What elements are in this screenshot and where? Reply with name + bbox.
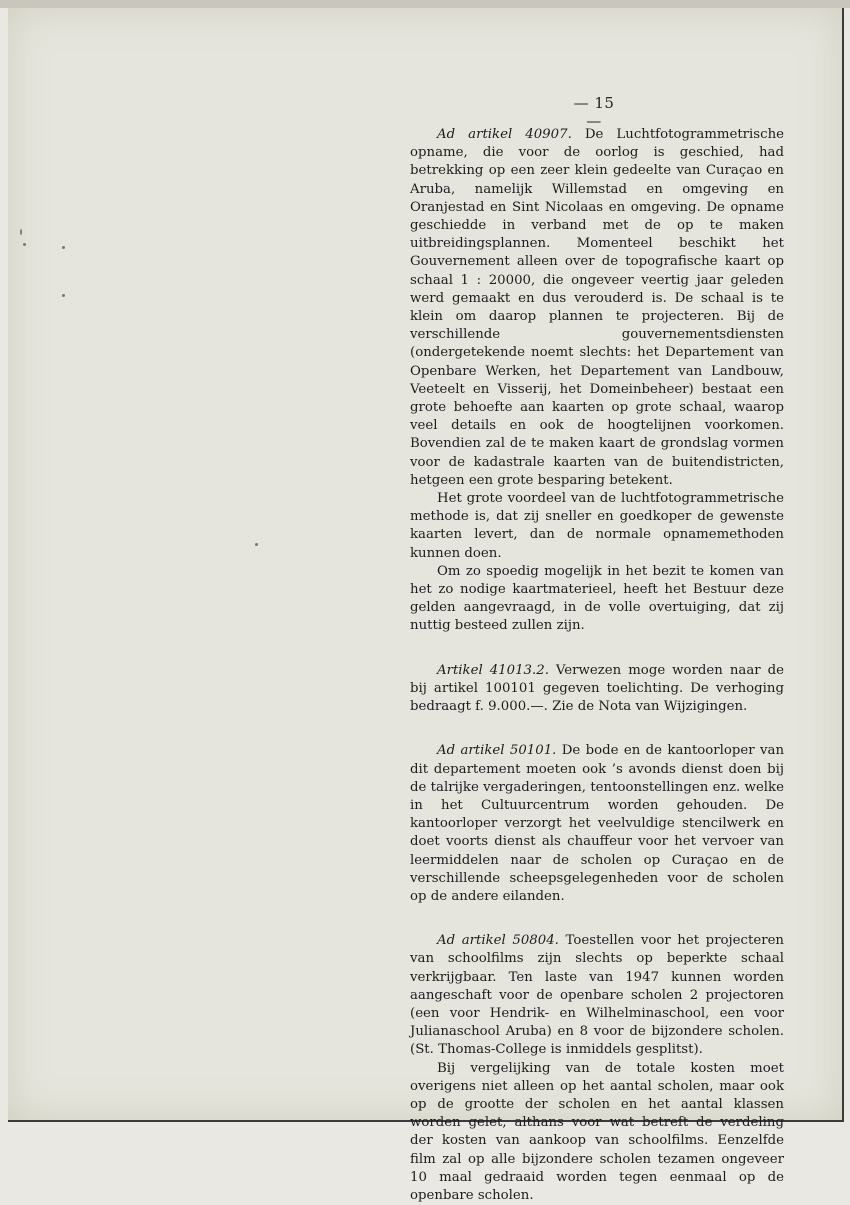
scan-top-edge: [0, 0, 850, 8]
section-40907-paragraph: Om zo spoedig mogelijk in het bezit te komen van het zo nodige kaartmaterieel, heeft het Bestuur deze gelden aangevraagd, in de volle overtuiging, dat zij nuttig besteed zullen zijn.: [410, 563, 784, 634]
article-reference: Ad artikel 50804.: [437, 933, 559, 949]
scan-speck: [62, 294, 65, 297]
page-number: — 15 —: [573, 94, 615, 130]
body-text: [410, 126, 784, 1205]
section-spacer: [410, 636, 784, 662]
section-50101-paragraph: [410, 742, 784, 906]
paragraph-text: De bode en de kantoorloper van dit departement moeten ook ’s avonds dienst doen bij de talrijke vergaderingen, tentoonstellingen enz. welke in het Cultuurcentrum worden gehouden. De kantoorloper verzorgt het veelvuldige stencilwerk en doet voorts dienst als chauffeur voor het vervoer van leermiddelen naar de scholen op Curaçao en de verschillende scheepsgelegenheden voor de scholen op de andere eilanden.: [410, 743, 785, 904]
article-reference: Ad artikel 40907.: [437, 127, 572, 142]
scan-speck: [255, 543, 258, 546]
paragraph-text: De Luchtfotogrammetrische opname, die voor de oorlog is geschied, had betrekking op een zeer klein gedeelte van Curaçao en Aruba, namelijk Willemstad en omgeving en Oranjestad en Sint Nicolaas en omgeving. De opname geschiedde in verband met de op te maken uitbreidingsplannen. Momenteel beschikt het Gouvernement alleen over de topografische kaart op schaal 1 : 20000, die ongeveer veertig jaar geleden werd gemaakt en dus verouderd is. De schaal is te klein om daarop plannen te projecteren. Bij de verschillende gouvernementsdiensten (ondergetekende noemt slechts: het Departement van Openbare Werken, het Departement van Landbouw, Veeteelt en Visserij, het Domeinbeheer) bestaat een grote behoefte aan kaarten op grote schaal, waarop veel details en ook de hoogtelijnen voorkomen. Bovendien zal de te maken kaart de grondslag vormen voor de kadastrale kaarten van de buitendistricten, hetgeen een grote besparing betekent.: [410, 127, 784, 488]
paragraph-text: Verwezen moge worden naar de bij artikel 100101 gegeven toelichting. De verhoging bedraagt f. 9.000.—. Zie de Nota van Wijzigingen.: [410, 662, 784, 715]
scan-speck: [23, 243, 26, 246]
section-50804-paragraph: Bij vergelijking van de totale kosten moet overigens niet alleen op het aantal scholen, maar ook op de grootte der scholen en het aantal klassen worden gelet, althans voor wat betreft de verdeling der kosten van aankoop van schoolfilms. Eenzelfde film zal op alle bijzondere scholen tezamen ongeveer 10 maal gedraaid worden tegen eenmaal op de openbare scholen.: [410, 1060, 784, 1203]
scan-speck: [62, 246, 65, 249]
section-40907-paragraph: [410, 126, 784, 490]
scan-speck: [20, 229, 22, 235]
section-50804-paragraph: [410, 932, 784, 1059]
paragraph-text: Toestellen voor het projecteren van schoolfilms zijn slechts op beperkte schaal verkrijgbaar. Ten laste van 1947 kunnen worden aangeschaft voor de openbare scholen 2 projectoren (een voor Hendrik- en Wilhelminaschool, een voor Julianaschool Aruba) en 8 voor de bijzondere scholen. (St. Thomas-College is inmiddels gesplitst).: [410, 933, 784, 1058]
article-reference: Artikel 41013.2.: [437, 662, 549, 678]
section-spacer: [410, 716, 784, 742]
section-40907-paragraph: Het grote voordeel van de luchtfotogrammetrische methode is, dat zij sneller en goedkoper de gewenste kaarten levert, dan de normale opnamemethoden kunnen doen.: [410, 491, 784, 561]
section-41013-paragraph: [410, 662, 784, 717]
article-reference: Ad artikel 50101.: [437, 743, 557, 759]
section-spacer: [410, 906, 784, 932]
